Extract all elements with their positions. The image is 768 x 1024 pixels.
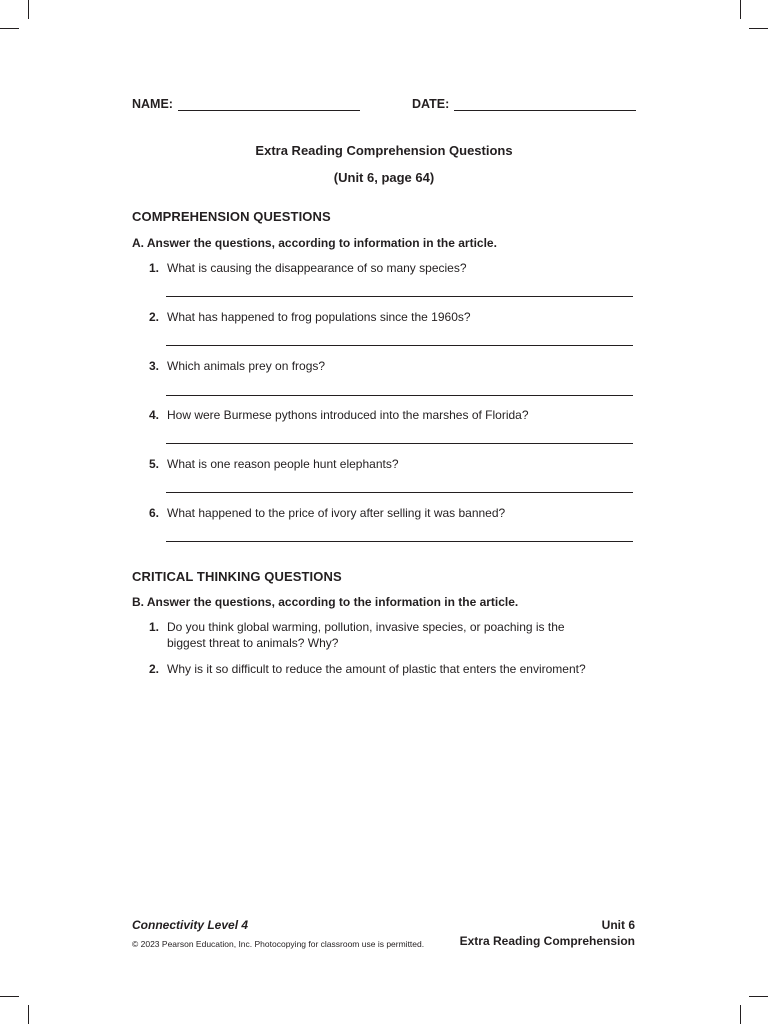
- answer-line[interactable]: [166, 492, 633, 493]
- page-subtitle: (Unit 6, page 64): [333, 170, 435, 185]
- footer-copyright: © 2023 Pearson Education, Inc. Photocopying for classroom use is permitted.: [132, 939, 425, 949]
- question-number: 1.: [149, 620, 160, 634]
- question-text: How were Burmese pythons introduced into the marshes of Florida?: [167, 408, 529, 422]
- comprehension-instruction: A. Answer the questions, according to information in the article.: [132, 236, 497, 250]
- footer-section: Extra Reading Comprehension: [459, 934, 635, 948]
- question-number: 3.: [149, 359, 160, 373]
- question-number: 6.: [149, 506, 160, 520]
- question-text: What happened to the price of ivory after selling it was banned?: [167, 506, 506, 520]
- question-number: 1.: [149, 261, 160, 275]
- page-title: Extra Reading Comprehension Questions: [255, 143, 513, 158]
- question-text: What has happened to frog populations since the 1960s?: [167, 310, 471, 324]
- question-text: Do you think global warming, pollution, invasive species, or poaching is the biggest threat to animals? Why?: [167, 620, 565, 650]
- crop-mark: [28, 1005, 29, 1024]
- crop-mark: [28, 0, 29, 19]
- name-field[interactable]: [178, 110, 360, 111]
- question-text: What is one reason people hunt elephants?: [167, 457, 399, 471]
- answer-line[interactable]: [166, 296, 633, 297]
- name-label: NAME:: [132, 97, 173, 111]
- name-date-row: [132, 97, 636, 113]
- comprehension-heading: COMPREHENSION QUESTIONS: [132, 209, 331, 224]
- question-number: 2.: [149, 310, 160, 324]
- crop-mark: [740, 0, 741, 19]
- question-item: [149, 619, 629, 651]
- question-text: What is causing the disappearance of so many species?: [167, 261, 467, 275]
- date-label: DATE:: [412, 97, 450, 111]
- crop-mark: [740, 1005, 741, 1024]
- question-number: 5.: [149, 457, 160, 471]
- crop-mark: [0, 996, 19, 997]
- crop-mark: [749, 28, 768, 29]
- question-number: 4.: [149, 408, 160, 422]
- footer-book-title: Connectivity Level 4: [132, 918, 249, 932]
- critical-heading: CRITICAL THINKING QUESTIONS: [132, 569, 342, 584]
- question-number: 2.: [149, 662, 160, 676]
- crop-mark: [0, 28, 19, 29]
- critical-instruction: B. Answer the questions, according to the information in the article.: [132, 595, 519, 609]
- date-field[interactable]: [454, 110, 636, 111]
- question-text: Which animals prey on frogs?: [167, 359, 326, 373]
- question-text: Why is it so difficult to reduce the amount of plastic that enters the enviroment?: [167, 662, 586, 676]
- crop-mark: [749, 996, 768, 997]
- footer-unit: Unit 6: [601, 918, 635, 932]
- answer-line[interactable]: [166, 443, 633, 444]
- answer-line[interactable]: [166, 395, 633, 396]
- answer-line[interactable]: [166, 345, 633, 346]
- answer-line[interactable]: [166, 541, 633, 542]
